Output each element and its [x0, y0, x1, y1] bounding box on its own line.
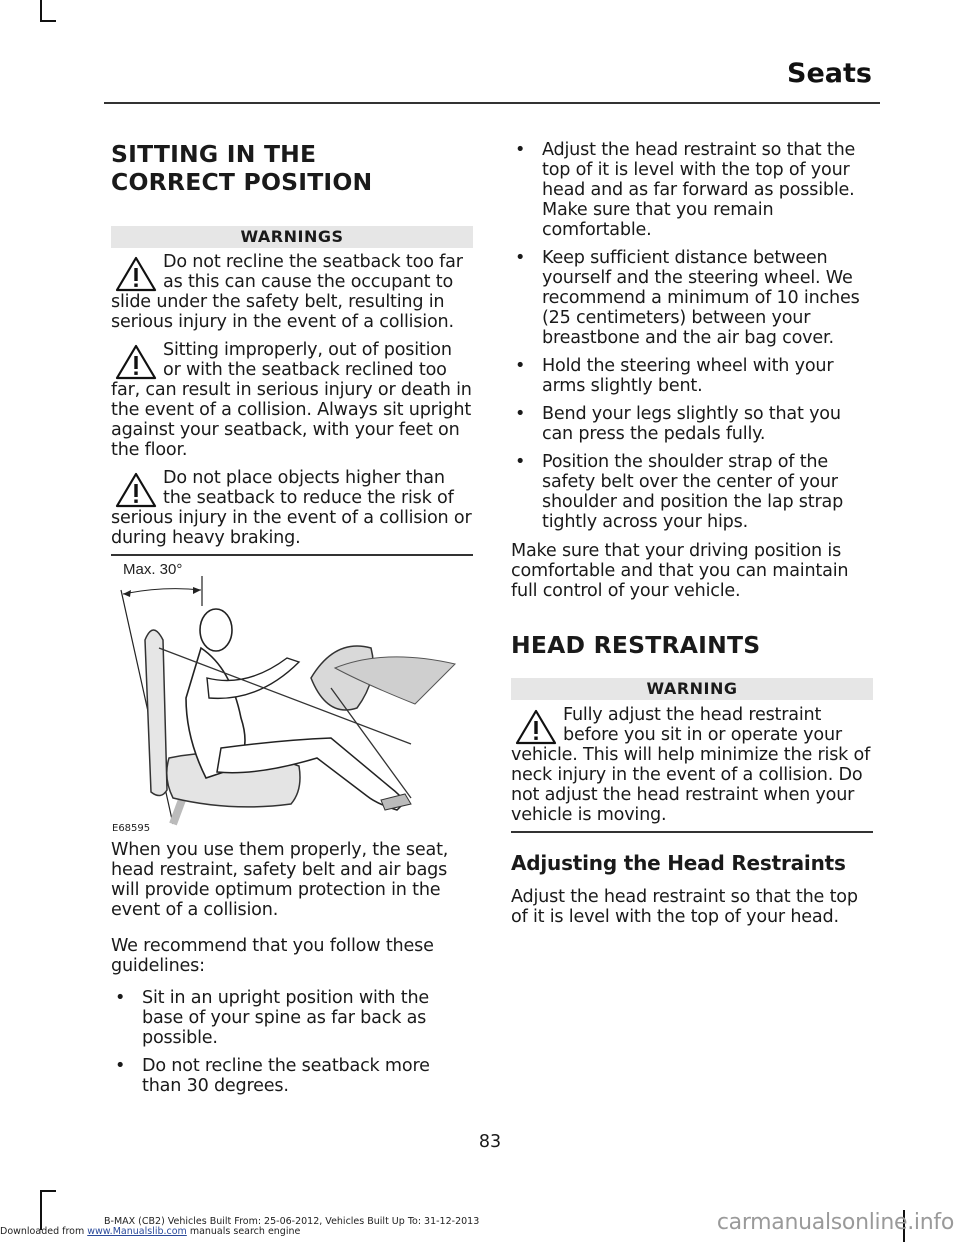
list-item: • Bend your legs slightly so that you can press the pedals fully.	[515, 404, 841, 444]
right-column	[511, 140, 873, 927]
page-number: 83	[478, 1132, 502, 1152]
warnings-box	[111, 226, 473, 556]
warning-text: Do not place objects higher than the seatback to reduce the risk of serious injury in the event of a collision or during heavy braking.	[111, 468, 472, 548]
bullet-icon: •	[115, 988, 126, 1008]
crop-mark	[40, 1190, 42, 1230]
header-rule	[104, 102, 880, 104]
bullet-icon: •	[515, 452, 526, 472]
seating-position-illustration	[111, 548, 473, 830]
left-column-text	[111, 840, 473, 1096]
warning-box	[511, 678, 873, 833]
paragraph-proper-use: When you use them properly, the seat, head restraint, safety belt and air bags will provide optimum protection in the event of a collision.	[111, 840, 449, 920]
warning-text: Fully adjust the head restraint before you sit in or operate your vehicle. This will help minimize the risk of neck injury in the event of a collision. Do not adjust the head restraint when your vehicle is moving.	[511, 705, 871, 825]
warning-triangle-icon	[115, 472, 157, 508]
warning-triangle-icon	[115, 344, 157, 380]
crop-mark	[40, 20, 56, 22]
crop-mark	[40, 1190, 56, 1192]
warning-3	[111, 468, 473, 548]
list-item: • Keep sufficient distance between yourself and the steering wheel. We recommend a minimum of 10 inches (25 centimeters) between your breastbone and the air bag cover.	[515, 248, 860, 348]
warning-triangle-icon	[515, 709, 557, 745]
warnings-title: WARNINGS	[111, 226, 473, 248]
footer-download-line: Downloaded from www.Manualslib.com manuals search engine	[0, 1226, 301, 1237]
watermark: carmanualsonline.info	[716, 1210, 954, 1235]
manualslib-link[interactable]: www.Manualslib.com	[87, 1226, 187, 1237]
heading-head-restraints: HEAD RESTRAINTS	[511, 631, 761, 659]
guidelines-list	[111, 988, 473, 1096]
crop-mark	[40, 0, 42, 22]
bullet-icon: •	[515, 140, 526, 160]
bullet-icon: •	[515, 248, 526, 268]
warning-2	[111, 340, 473, 460]
section-title: Seats	[787, 58, 872, 89]
heading-sitting-position: SITTING IN THE CORRECT POSITION	[111, 140, 373, 196]
figure-angle-label: Max. 30°	[123, 561, 183, 578]
warning-1	[111, 252, 473, 332]
warning-text: Sitting improperly, out of position or with the seatback reclined too far, can result in serious injury or death in the event of a collision. Always sit upright against your seatback, with your feet on the floor.	[111, 340, 472, 460]
list-item: • Sit in an upright position with the base of your spine as far back as possible.	[115, 988, 430, 1048]
subheading-adjusting: Adjusting the Head Restraints	[511, 850, 846, 875]
warning-rule	[511, 831, 873, 833]
list-item: • Do not recline the seatback more than 30 degrees.	[115, 1056, 430, 1096]
bullet-icon: •	[515, 404, 526, 424]
left-column	[111, 140, 473, 556]
list-item: • Adjust the head restraint so that the top of it is level with the top of your head and as far forward as possible. Make sure that you remain comfortable.	[515, 140, 856, 240]
warning-title: WARNING	[511, 678, 873, 700]
footer-vehicle-line: B-MAX (CB2) Vehicles Built From: 25-06-2012, Vehicles Built Up To: 31-12-2013	[104, 1216, 480, 1227]
list-item: • Position the shoulder strap of the safety belt over the center of your shoulder and position the lap strap tightly across your hips.	[515, 452, 844, 532]
paragraph-driving-position: Make sure that your driving position is comfortable and that you can maintain full control of your vehicle.	[511, 541, 849, 601]
paragraph-adjusting: Adjust the head restraint so that the top of it is level with the top of your head.	[511, 886, 858, 927]
warning-triangle-icon	[115, 256, 157, 292]
bullet-icon: •	[115, 1056, 126, 1076]
list-item: • Hold the steering wheel with your arms slightly bent.	[515, 356, 834, 396]
bullet-icon: •	[515, 356, 526, 376]
guidelines-list-continued	[511, 140, 873, 532]
paragraph-guidelines: We recommend that you follow these guidelines:	[111, 936, 434, 976]
warning-head-restraint	[511, 705, 873, 825]
figure-code: E68595	[112, 823, 151, 834]
warning-text: Do not recline the seatback too far as this can cause the occupant to slide under the safety belt, resulting in serious injury in the event of a collision.	[111, 252, 463, 332]
